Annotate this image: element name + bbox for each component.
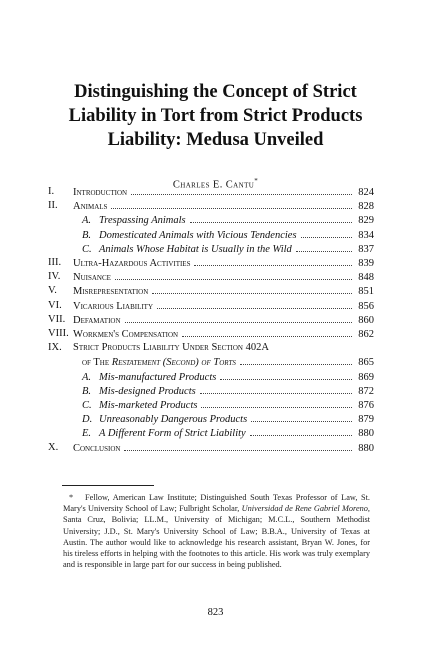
toc-subsection-label [82,385,198,399]
toc-row [48,256,374,270]
toc-page-number: 865 [358,357,374,369]
toc-row [48,327,374,341]
title-line-2: Liability in Tort from Strict Products [68,106,363,126]
toc-leader-dots [182,327,352,337]
toc-subsection-label [82,229,299,243]
toc-subsection-letter: A. [82,371,92,383]
toc-row [48,270,374,284]
toc-entry [82,228,374,243]
toc-section-number: VIII. [48,328,69,339]
toc-entry [82,384,374,399]
footnote [63,492,370,570]
toc-entry [73,185,374,200]
toc-section-label: Strict Products Liability Under Section 402A [73,342,269,354]
toc-subsection-title: Trespassing Animals [99,215,186,227]
toc-section-number: VI. [48,299,62,311]
toc-section-number: VII. [48,313,66,325]
toc-row [48,412,374,426]
toc-section-label: Nuisance [73,272,111,284]
toc-subsection-label [82,413,249,427]
footnote-text-2: , Santa Cruz, Bolivia; LL.M., University of Michigan; M.C.L., Southern Methodist University; J.D., St. Mary's University School of Law; B.B.A., University of Texas at Austin. The author would like to acknowledge his research assistant, Bryan W. Jones, for his tireless efforts in helping with the footnotes to this article. His work was truly exemplary and is responsible in large part for our success in being published. [63,504,370,570]
toc-row [48,213,374,227]
toc-subsection-label [82,214,188,228]
toc-section-number: III. [48,257,62,268]
toc-page-number: 862 [358,329,374,340]
toc-entry [82,355,374,370]
toc-subsection-letter: B. [82,229,92,241]
toc-subsection-title: Mis-marketed Products [99,400,198,411]
toc-page-number: 829 [358,215,374,227]
toc-entry [82,412,374,427]
toc-subsection-title: Mis-manufactured Products [99,371,217,383]
toc-subsection-title: Unreasonably Dangerous Products [99,414,248,426]
toc-section-label: Introduction [73,187,128,198]
toc-subsection-title: Animals Whose Habitat is Usually in the Wild [99,243,292,255]
toc-row [48,426,374,440]
toc-leader-dots [220,370,352,380]
toc-section-label: Conclusion [73,442,121,454]
toc-subsection-label [82,427,248,441]
footnote-text-italic: Universidad de Rene Gabriel Moreno [241,504,368,514]
toc-page-number: 824 [358,187,374,198]
toc-entry [82,213,374,228]
toc-section-label: Defamation [73,314,121,326]
title-line-1: Distinguishing the Concept of Strict [74,82,357,102]
toc-subsection-title: Mis-designed Products [99,385,196,397]
toc-leader-dots [157,299,352,309]
toc-entry [73,299,374,314]
toc-section-label: Ultra-Hazardous Activities [73,258,191,269]
author-name: Charles E. Cantu [172,179,255,191]
toc-subsection-letter: A. [82,215,92,227]
toc-section-number: IX. [48,342,62,354]
toc-section-number: IV. [48,271,61,283]
toc-subsection-label [82,243,294,257]
toc-section-label: Misrepresentation [73,286,149,298]
toc-leader-dots [125,313,352,323]
toc-row [48,284,374,298]
toc-page-number: 828 [358,201,374,213]
page-number: 823 [207,607,224,618]
toc-subsection-label [82,371,218,385]
toc-section-label: Workmen's Compensation [73,329,179,340]
toc-row [48,228,374,242]
toc-section-label: Vicarious Liability [73,300,154,312]
toc-entry [73,327,374,342]
toc-section-number: II. [48,200,58,212]
toc-page-number: 856 [358,300,374,312]
footnote-separator [62,485,154,486]
toc-leader-dots [124,441,352,451]
toc-subsection-letter: D. [82,414,93,426]
footnote-mark: * [69,493,74,502]
toc-entry [73,313,374,328]
toc-entry [82,398,374,413]
toc-row [48,441,374,455]
toc-page-number: 880 [358,428,374,440]
toc-entry [82,242,374,257]
toc-entry [73,256,374,271]
toc-row [48,355,374,369]
toc-leader-dots [201,398,352,408]
article-title [30,80,401,152]
toc-row [48,242,374,256]
footnote-text-1: Fellow, American Law Institute; Distinguished South Texas Professor of Law, St. Mary's University School of Law; Fulbright Scholar, [63,493,370,514]
author-footnote-mark: * [254,177,259,185]
toc-leader-dots [194,256,352,266]
toc-entry [73,441,374,456]
toc-subsection-title: Domesticated Animals with Vicious Tendencies [99,229,297,241]
toc-continuation-label [82,356,238,370]
toc-leader-dots [152,284,352,294]
toc-section-number: X. [48,441,59,453]
toc-leader-dots [190,213,352,223]
toc-leader-dots [111,199,352,209]
toc-leader-dots [251,412,352,422]
toc-entry [82,370,374,385]
toc-page-number: 837 [358,243,374,255]
toc-subsection-letter: C. [82,243,92,255]
toc-leader-dots [131,185,352,195]
toc-row [48,370,374,384]
toc-row [48,299,374,313]
toc-section-number: I. [48,186,55,197]
toc-page-number: 880 [358,442,374,454]
toc-subsection-letter: C. [82,400,92,411]
toc-continuation-text: of The [82,357,112,369]
toc-subsection-letter: E. [82,428,92,440]
toc-row [48,199,374,213]
toc-entry [73,341,374,355]
toc-row [48,185,374,199]
toc-page-number: 860 [358,314,374,326]
toc-entry [82,426,374,441]
title-line-3: Liability: Medusa Unveiled [107,130,324,150]
toc-subsection-title: A Different Form of Strict Liability [99,428,246,440]
toc-leader-dots [250,426,352,436]
toc-page-number: 839 [358,258,374,269]
toc-page-number: 872 [358,385,374,397]
toc-entry [73,270,374,285]
toc-section-number: V. [48,285,57,297]
toc-leader-dots [296,242,352,252]
toc-subsection-letter: B. [82,385,92,397]
toc-leader-dots [240,355,352,365]
toc-row [48,341,374,355]
toc-row [48,398,374,412]
toc-leader-dots [200,384,352,394]
toc-page-number: 834 [358,229,374,241]
toc-section-label: Animals [73,201,108,213]
toc-leader-dots [115,270,352,280]
toc-subsection-label [82,399,199,413]
toc-page-number: 851 [358,286,374,298]
toc-row [48,384,374,398]
toc-leader-dots [301,228,352,238]
toc-page-number: 879 [358,414,374,426]
toc-page-number: 876 [358,400,374,411]
toc-page-number: 848 [358,272,374,284]
toc-row [48,313,374,327]
toc-entry [73,199,374,214]
toc-page-number: 869 [358,371,374,383]
toc-continuation-italic: Restatement (Second) of Torts [111,357,236,369]
toc-entry [73,284,374,299]
